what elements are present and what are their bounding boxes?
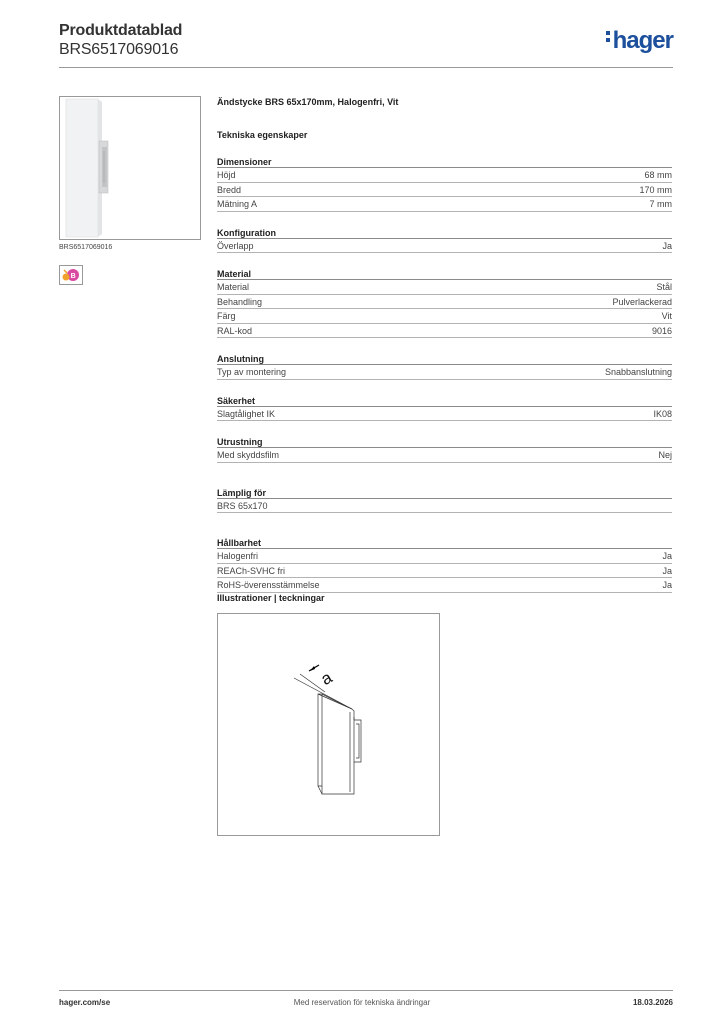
section-dimensions — [217, 156, 672, 212]
spec-row — [217, 564, 672, 579]
footer-divider — [59, 990, 673, 991]
technical-drawing — [217, 613, 440, 836]
logo-dots-icon — [606, 31, 611, 45]
document-title: Produktdatablad — [59, 22, 183, 39]
spec-label: Halogenfri — [217, 551, 259, 561]
footer-note: Med reservation för tekniska ändringar — [293, 998, 431, 1007]
spec-label: Behandling — [217, 296, 263, 307]
spec-row — [217, 324, 672, 339]
spec-value: Ja — [662, 551, 672, 561]
product-code: BRS6517069016 — [59, 41, 179, 58]
halogen-free-badge — [59, 265, 83, 285]
logo-text: hager — [612, 27, 673, 54]
halogen-free-icon — [60, 266, 82, 284]
spec-row — [217, 549, 672, 564]
spec-row — [217, 295, 672, 310]
section-title: Material — [217, 268, 672, 280]
section-connection — [217, 353, 672, 380]
spec-row — [217, 183, 672, 198]
section-title: Hållbarhet — [217, 537, 672, 549]
spec-row — [217, 448, 672, 463]
section-title: Konfiguration — [217, 227, 672, 239]
end-cap-drawing-icon — [218, 614, 439, 835]
spec-label: Höjd — [217, 170, 236, 180]
section-safety — [217, 395, 672, 422]
header-divider — [59, 67, 673, 68]
spec-label: RAL-kod — [217, 325, 253, 336]
spec-value: 170 mm — [639, 184, 672, 195]
illustrations-title: Illustrationer | teckningar — [217, 593, 325, 603]
spec-value: 9016 — [651, 325, 672, 336]
spec-value: Nej — [658, 450, 672, 460]
document-header — [59, 22, 182, 60]
section-suitable-for — [217, 487, 672, 514]
section-title: Anslutning — [217, 353, 672, 365]
hager-logo — [606, 27, 673, 55]
spec-label: Överlapp — [217, 240, 254, 251]
spec-value: 68 mm — [644, 170, 672, 180]
spec-label: Bredd — [217, 184, 242, 195]
spec-row — [217, 239, 672, 254]
tech-properties-title: Tekniska egenskaper — [217, 130, 308, 140]
spec-label: REACh-SVHC fri — [217, 565, 286, 576]
section-sustainability — [217, 537, 672, 593]
spec-value: Ja — [662, 240, 672, 251]
section-material — [217, 268, 672, 338]
footer-date: 18.03.2026 — [632, 998, 673, 1007]
spec-label: RoHS-överensstämmelse — [217, 580, 320, 590]
svg-text:B: B — [70, 273, 76, 280]
spec-label: Material — [217, 282, 250, 292]
spec-label: Mätning A — [217, 199, 258, 209]
spec-label: Färg — [217, 311, 236, 321]
spec-row — [217, 197, 672, 212]
section-configuration — [217, 227, 672, 254]
section-title: Utrustning — [217, 436, 672, 448]
specifications — [217, 96, 672, 593]
spec-label: Slagtålighet IK — [217, 408, 276, 419]
spec-row — [217, 407, 672, 422]
spec-value: IK08 — [653, 408, 672, 419]
photo-caption: BRS6517069016 — [59, 244, 113, 251]
spec-row — [217, 280, 672, 295]
spec-label: BRS 65x170 — [217, 500, 268, 511]
spec-value: 7 mm — [649, 199, 672, 209]
footer-website: hager.com/se — [59, 998, 111, 1007]
spec-value: Stål — [656, 282, 672, 292]
spec-value: Vit — [661, 311, 672, 321]
spec-value: Ja — [662, 580, 672, 590]
spec-row — [217, 578, 672, 593]
dimension-label: a — [317, 667, 336, 690]
section-title: Säkerhet — [217, 395, 672, 407]
section-equipment — [217, 436, 672, 463]
spec-row — [217, 309, 672, 324]
section-title: Lämplig för — [217, 487, 672, 499]
spec-row — [217, 365, 672, 380]
spec-row — [217, 499, 672, 514]
product-name: Ändstycke BRS 65x170mm, Halogenfri, Vit — [217, 97, 399, 107]
spec-value: Snabbanslutning — [604, 367, 672, 377]
spec-value: Pulverlackerad — [612, 296, 672, 307]
end-cap-photo-icon — [60, 97, 200, 239]
spec-label: Med skyddsfilm — [217, 450, 280, 460]
spec-label: Typ av montering — [217, 367, 287, 377]
section-title: Dimensioner — [217, 156, 672, 168]
spec-row — [217, 168, 672, 183]
spec-value: Ja — [662, 565, 672, 576]
product-photo — [59, 96, 201, 240]
